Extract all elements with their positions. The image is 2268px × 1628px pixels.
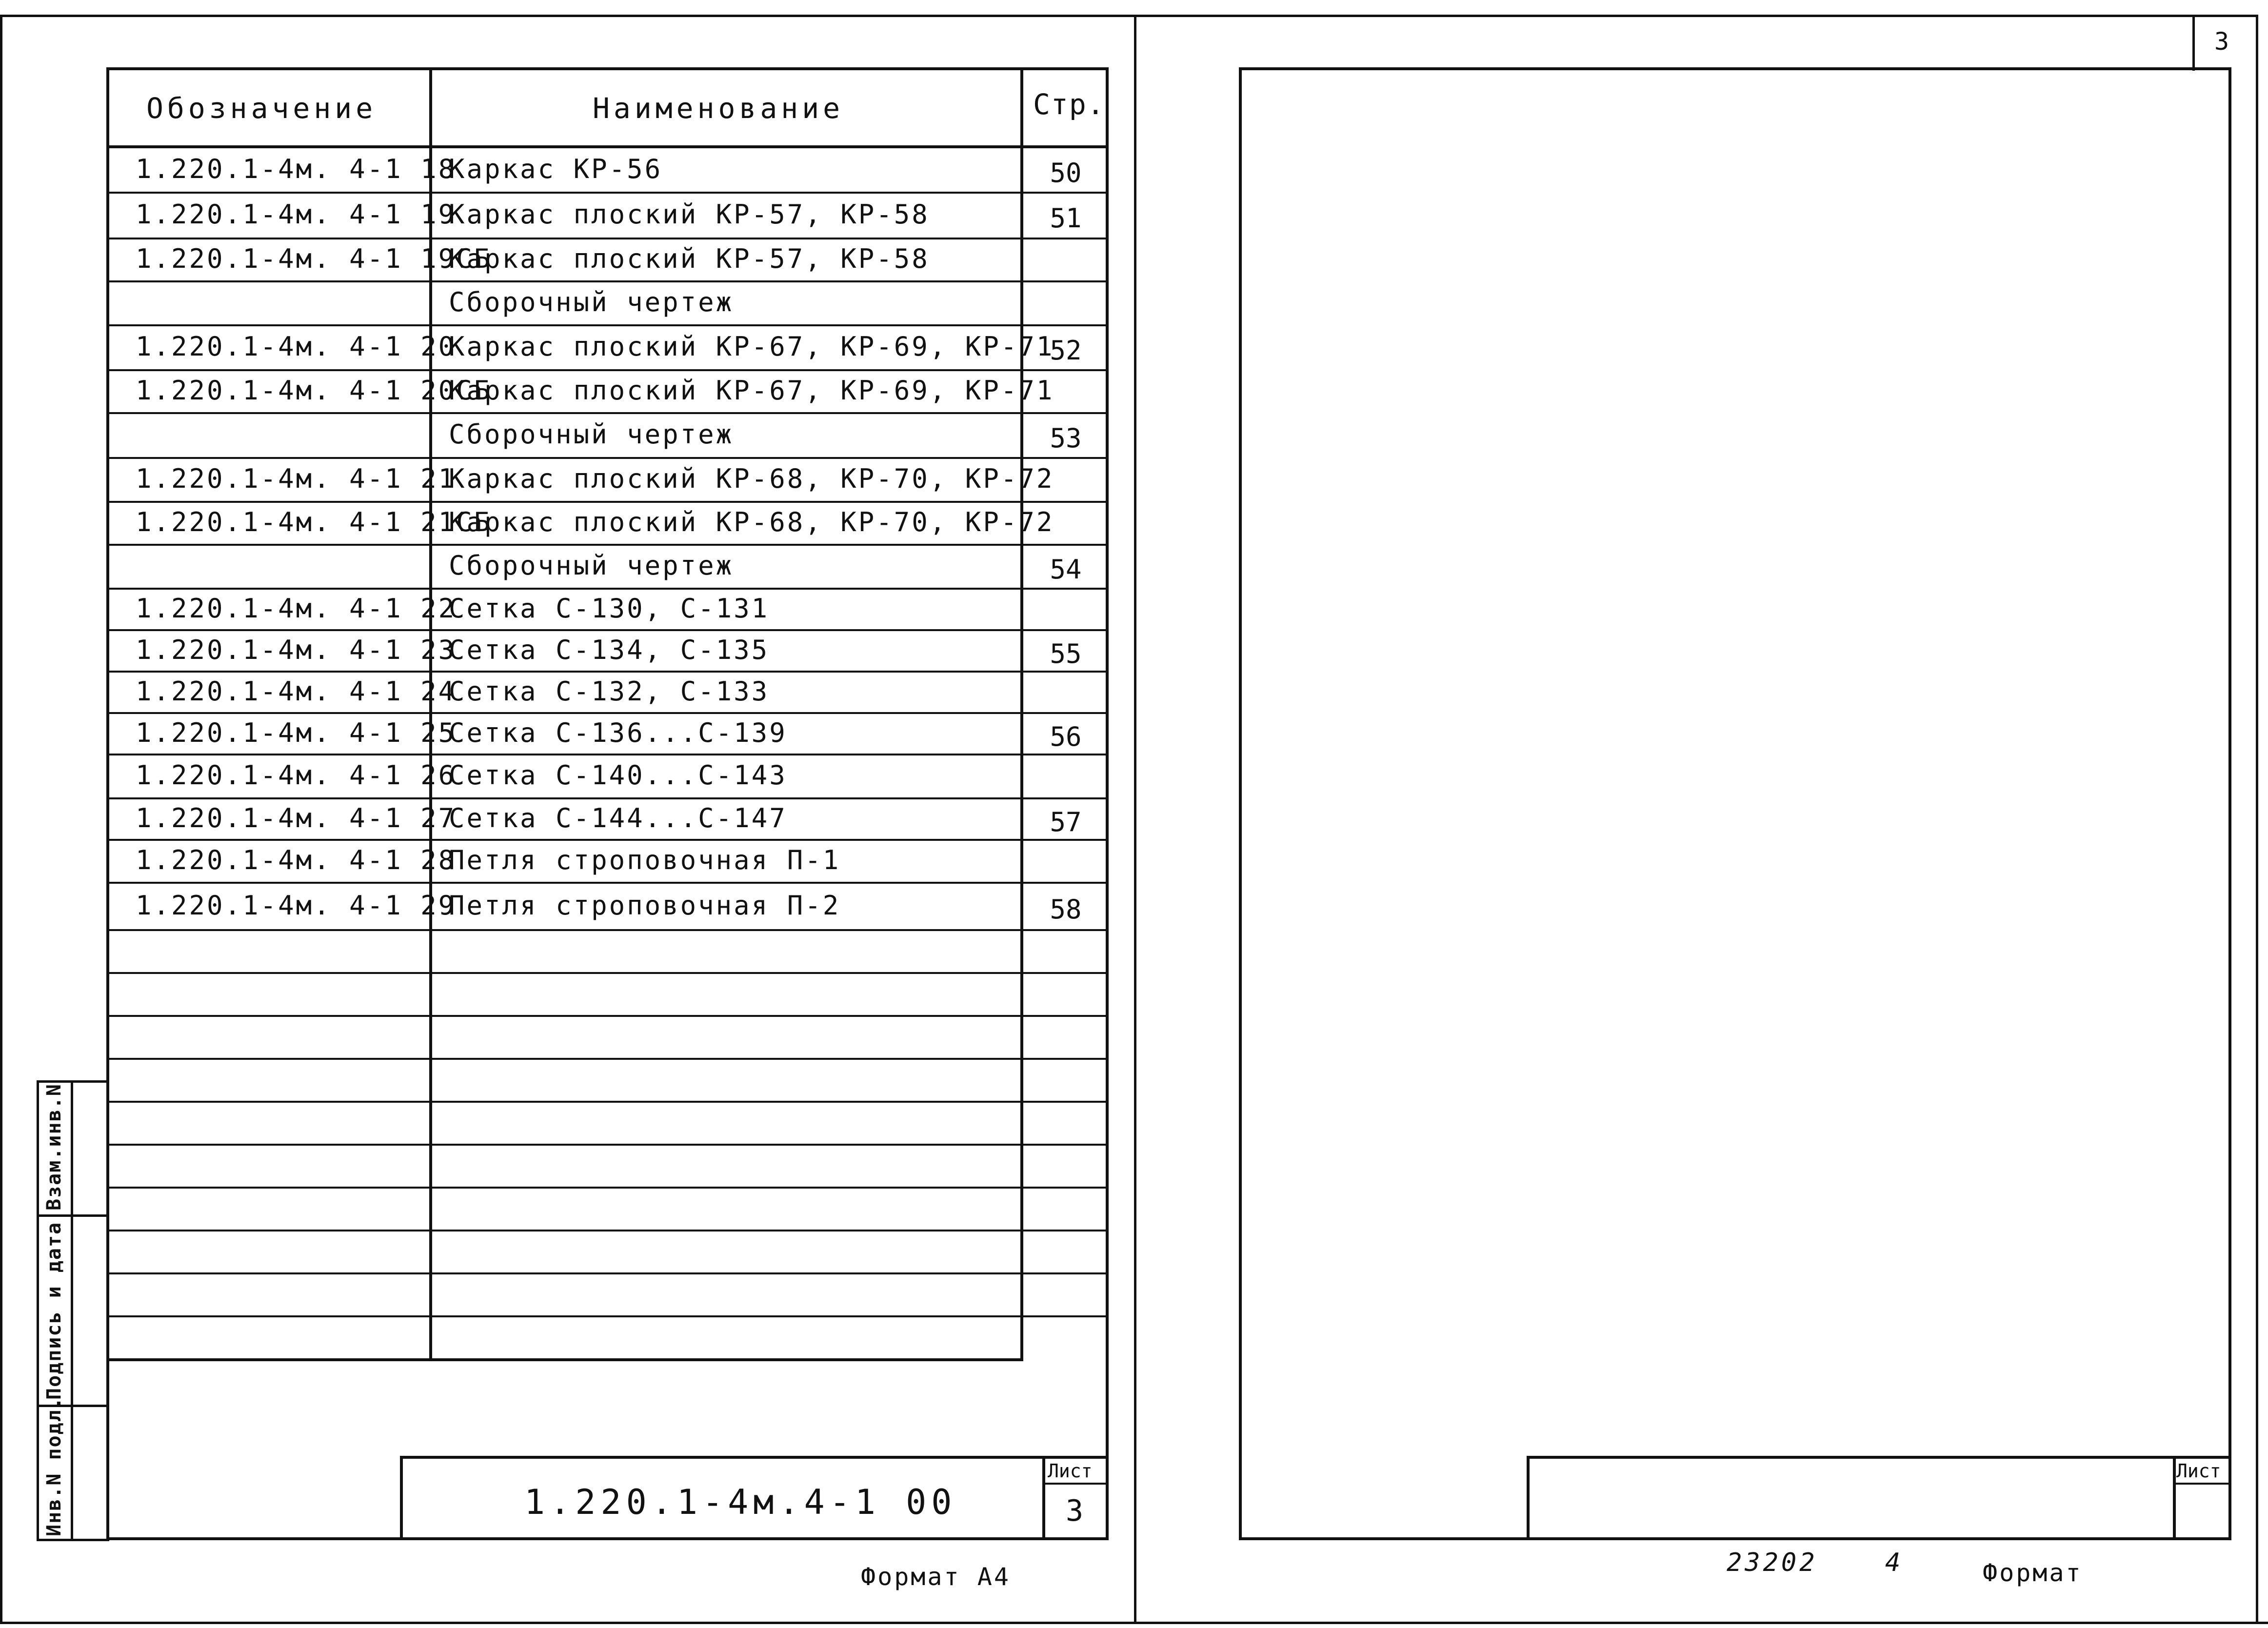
row-divider — [106, 1101, 1109, 1103]
row-name: Каркас плоский КР-67, КР-69, КР-71 — [449, 375, 1054, 406]
row-divider — [106, 588, 1109, 590]
row-name: Сетка С-144...С-147 — [449, 802, 787, 834]
corner-number: 3 — [2214, 27, 2229, 56]
row-divider — [106, 929, 1109, 931]
row-page: 55 — [1050, 638, 1082, 669]
row-designation: 1.220.1-4м. 4-1 19 — [136, 199, 457, 230]
row-designation: 1.220.1-4м. 4-1 19СБ — [136, 243, 492, 274]
row-designation: 1.220.1-4м. 4-1 28 — [136, 845, 457, 875]
row-designation: 1.220.1-4м. 4-1 24 — [136, 675, 457, 707]
header-designation: Обозначение — [146, 92, 377, 125]
row-divider — [106, 238, 1109, 239]
row-divider — [106, 544, 1109, 546]
sheet-label: Лист — [1048, 1460, 1093, 1482]
row-name: Сборочный чертеж — [449, 287, 734, 318]
row-page: 54 — [1050, 554, 1082, 585]
row-designation: 1.220.1-4м. 4-1 27 — [136, 802, 457, 834]
title-code: 1.220.1-4м.4-1 00 — [524, 1482, 957, 1522]
row-name: Сетка С-132, С-133 — [449, 675, 770, 707]
row-divider — [106, 457, 1109, 459]
row-name: Каркас плоский КР-57, КР-58 — [449, 243, 930, 274]
row-name: Сетка С-140...С-143 — [449, 760, 787, 791]
row-name: Сборочный чертеж — [449, 419, 734, 450]
row-divider — [106, 192, 1109, 194]
row-divider — [106, 754, 1109, 755]
row-page: 58 — [1050, 893, 1082, 925]
row-name: Петля строповочная П-1 — [449, 845, 841, 875]
row-divider — [106, 1015, 1109, 1017]
row-divider — [106, 324, 1109, 326]
row-name: Каркас плоский КР-57, КР-58 — [449, 199, 930, 230]
stamp-signature: Подпись и дата — [43, 1221, 65, 1400]
row-designation: 1.220.1-4м. 4-1 18 — [136, 153, 457, 184]
row-page: 53 — [1050, 423, 1082, 454]
row-designation: 1.220.1-4м. 4-1 21 — [136, 463, 457, 494]
row-divider — [106, 712, 1109, 714]
row-name: Сетка С-136...С-139 — [449, 717, 787, 748]
row-divider — [106, 1230, 1109, 1231]
right-sheet-label: Лист — [2176, 1460, 2221, 1482]
header-name: Наименование — [593, 92, 844, 125]
row-name: Сборочный чертеж — [449, 550, 734, 581]
row-name: Каркас плоский КР-68, КР-70, КР-72 — [449, 507, 1054, 537]
row-designation: 1.220.1-4м. 4-1 25 — [136, 717, 457, 748]
row-divider — [106, 1058, 1109, 1060]
row-divider — [106, 671, 1109, 673]
row-designation: 1.220.1-4м. 4-1 26 — [136, 760, 457, 791]
row-divider — [106, 882, 1109, 884]
row-name: Каркас плоский КР-68, КР-70, КР-72 — [449, 463, 1054, 494]
right-format-label: Формат — [1983, 1559, 2083, 1587]
row-page: 51 — [1050, 203, 1082, 234]
stamp-replace: Взам.инв.N — [43, 1083, 65, 1211]
row-divider — [106, 1144, 1109, 1146]
row-name: Сетка С-130, С-131 — [449, 593, 770, 624]
row-name: Каркас плоский КР-67, КР-69, КР-71 — [449, 331, 1054, 362]
row-page: 50 — [1050, 157, 1082, 188]
sheet-number: 3 — [1066, 1494, 1084, 1528]
stamp-inv-sub: Инв.N подл. — [43, 1396, 65, 1536]
row-designation: 1.220.1-4м. 4-1 21СБ — [136, 507, 492, 537]
row-page: 56 — [1050, 721, 1082, 752]
row-divider — [106, 1272, 1109, 1274]
archive-number: 23202 — [1727, 1548, 1818, 1577]
row-page: 57 — [1050, 806, 1082, 837]
format-label: Формат А4 — [861, 1563, 1011, 1591]
row-divider — [106, 412, 1109, 414]
row-name: Петля строповочная П-2 — [449, 890, 841, 921]
row-page: 52 — [1050, 335, 1082, 366]
row-designation: 1.220.1-4м. 4-1 20 — [136, 331, 457, 362]
row-divider — [106, 1187, 1109, 1189]
row-divider — [106, 797, 1109, 799]
row-name: Каркас КР-56 — [449, 153, 663, 184]
right-frame — [1239, 67, 2231, 1540]
archive-sheet: 4 — [1885, 1548, 1901, 1577]
row-divider — [106, 501, 1109, 503]
row-designation: 1.220.1-4м. 4-1 29 — [136, 890, 457, 921]
row-divider — [106, 369, 1109, 371]
row-divider — [106, 280, 1109, 282]
row-designation: 1.220.1-4м. 4-1 22 — [136, 593, 457, 624]
row-designation: 1.220.1-4м. 4-1 20СБ — [136, 375, 492, 406]
row-designation: 1.220.1-4м. 4-1 23 — [136, 634, 457, 665]
row-divider — [106, 629, 1109, 631]
header-page: Стр. — [1033, 88, 1105, 121]
row-divider — [106, 972, 1109, 974]
row-divider — [106, 839, 1109, 841]
row-name: Сетка С-134, С-135 — [449, 634, 770, 665]
row-divider — [106, 1315, 1109, 1317]
right-title-block — [1527, 1456, 2231, 1540]
